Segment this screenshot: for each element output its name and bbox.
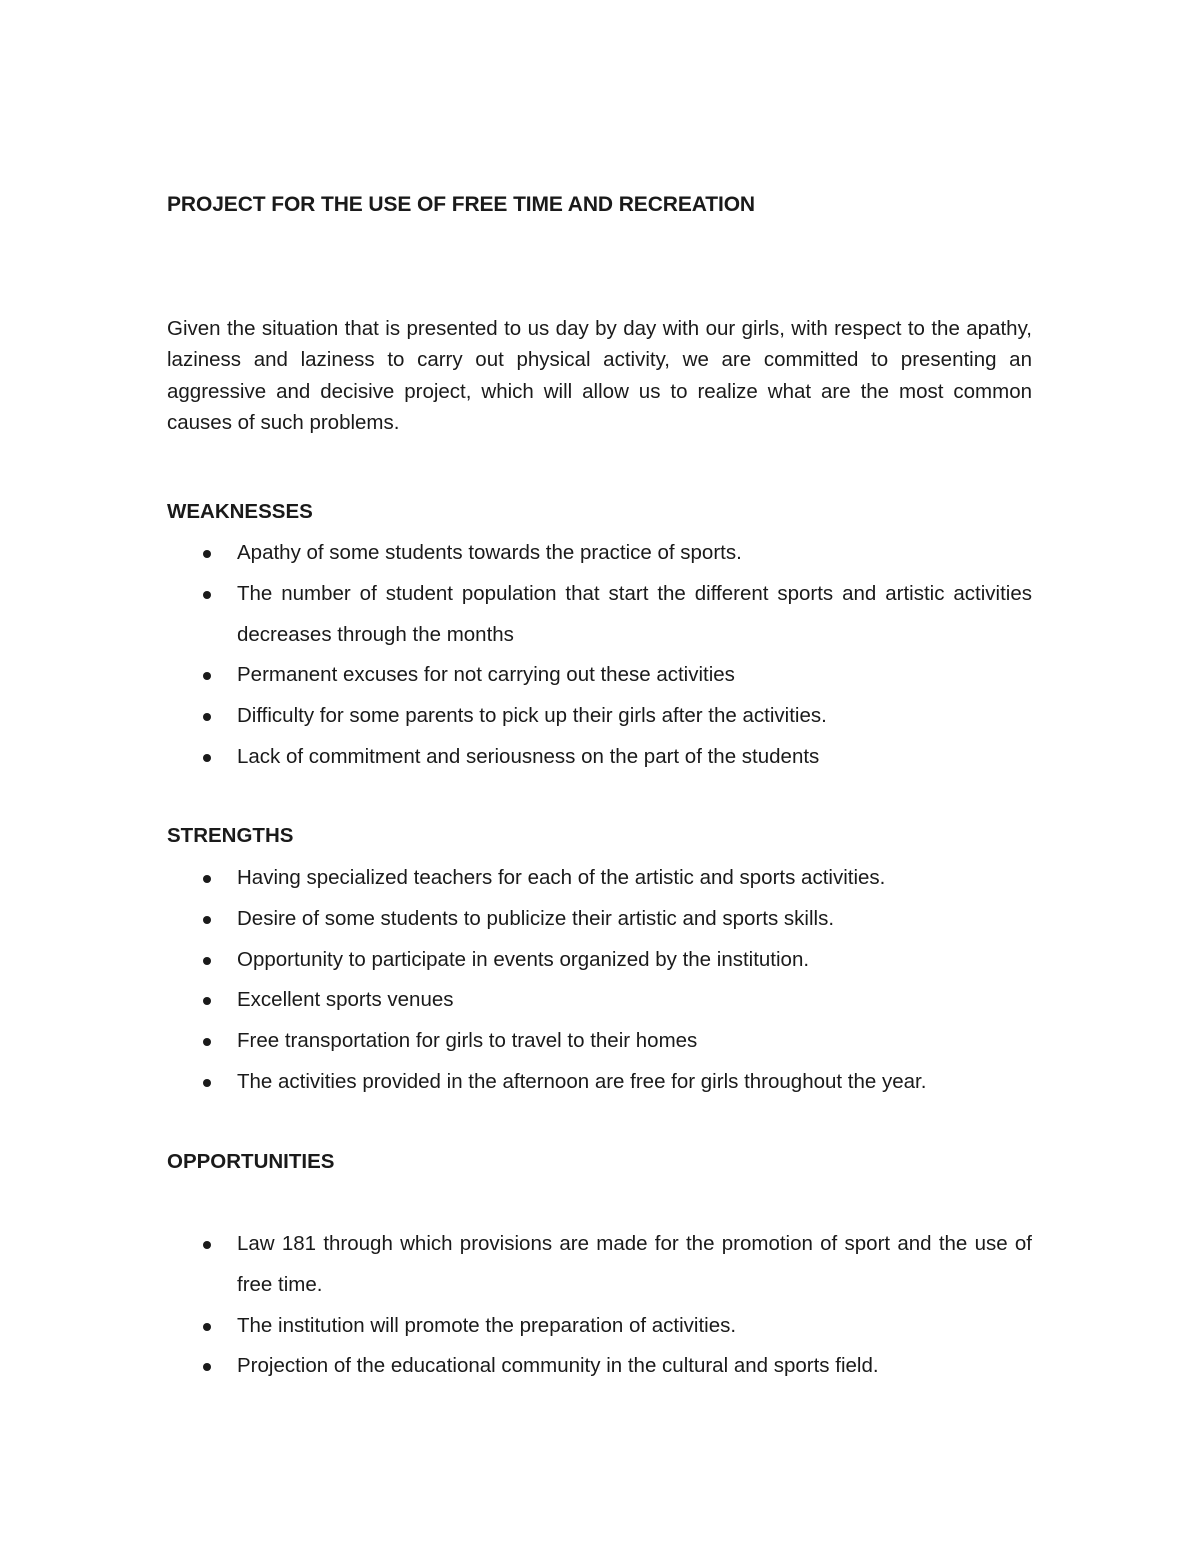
list-item-text: Apathy of some students towards the practice of sports. xyxy=(237,541,742,564)
section-heading-weaknesses: WEAKNESSES xyxy=(167,500,313,523)
list-item xyxy=(167,533,1032,574)
strengths-list xyxy=(167,858,1032,1103)
list-item-text: Permanent excuses for not carrying out these activities xyxy=(237,663,735,687)
list-item xyxy=(167,899,1032,940)
bullet-icon xyxy=(203,672,211,680)
weaknesses-list xyxy=(167,533,1032,778)
section-heading-strengths: STRENGTHS xyxy=(167,824,294,847)
bullet-icon xyxy=(203,997,211,1005)
list-item-text: Desire of some students to publicize their artistic and sports skills. xyxy=(237,906,835,930)
list-item xyxy=(167,696,1032,737)
opportunities-list xyxy=(167,1224,1032,1387)
bullet-icon xyxy=(203,1363,211,1371)
bullet-icon xyxy=(203,916,211,924)
list-item-text: The number of student population that start the different sports and artistic activities decreases through the months xyxy=(237,581,1032,646)
list-item-text: Law 181 through which provisions are made for the promotion of sport and the use of free time. xyxy=(237,1232,1032,1296)
bullet-icon xyxy=(203,591,211,599)
list-item xyxy=(167,737,1032,778)
document-title: PROJECT FOR THE USE OF FREE TIME AND RECREATION xyxy=(167,193,755,216)
list-item xyxy=(167,858,1032,899)
intro-paragraph: Given the situation that is presented to us day by day with our girls, with respect to the apathy, laziness and laziness to carry out physical activity, we are committed to presenting an aggressive and decisive project, which will allow us to realize what are the most common causes of such problems. xyxy=(167,317,1032,435)
list-item xyxy=(167,574,1032,656)
bullet-icon xyxy=(203,875,211,883)
list-item xyxy=(167,940,1032,981)
bullet-icon xyxy=(203,1038,211,1046)
list-item-text: The institution will promote the preparation of activities. xyxy=(237,1313,737,1337)
list-item-text: Excellent sports venues xyxy=(237,988,454,1012)
bullet-icon xyxy=(203,550,211,558)
bullet-icon xyxy=(203,1323,211,1331)
list-item-text: Projection of the educational community in the cultural and sports field. xyxy=(237,1354,879,1378)
list-item xyxy=(167,980,1032,1021)
list-item-text: Having specialized teachers for each of the artistic and sports activities. xyxy=(237,866,886,889)
bullet-icon xyxy=(203,957,211,965)
list-item xyxy=(167,1224,1032,1306)
list-item-text: The activities provided in the afternoon are free for girls throughout the year. xyxy=(237,1069,927,1093)
list-item xyxy=(167,1346,1032,1387)
list-item xyxy=(167,1306,1032,1347)
list-item xyxy=(167,655,1032,696)
bullet-icon xyxy=(203,754,211,762)
section-heading-opportunities: OPPORTUNITIES xyxy=(167,1150,335,1173)
list-item-text: Free transportation for girls to travel to their homes xyxy=(237,1029,698,1053)
list-item xyxy=(167,1021,1032,1062)
list-item-text: Lack of commitment and seriousness on the part of the students xyxy=(237,744,820,768)
list-item-text: Opportunity to participate in events organized by the institution. xyxy=(237,947,810,971)
bullet-icon xyxy=(203,1079,211,1087)
bullet-icon xyxy=(203,1241,211,1249)
list-item xyxy=(167,1062,1032,1103)
list-item-text: Difficulty for some parents to pick up their girls after the activities. xyxy=(237,704,827,728)
bullet-icon xyxy=(203,713,211,721)
